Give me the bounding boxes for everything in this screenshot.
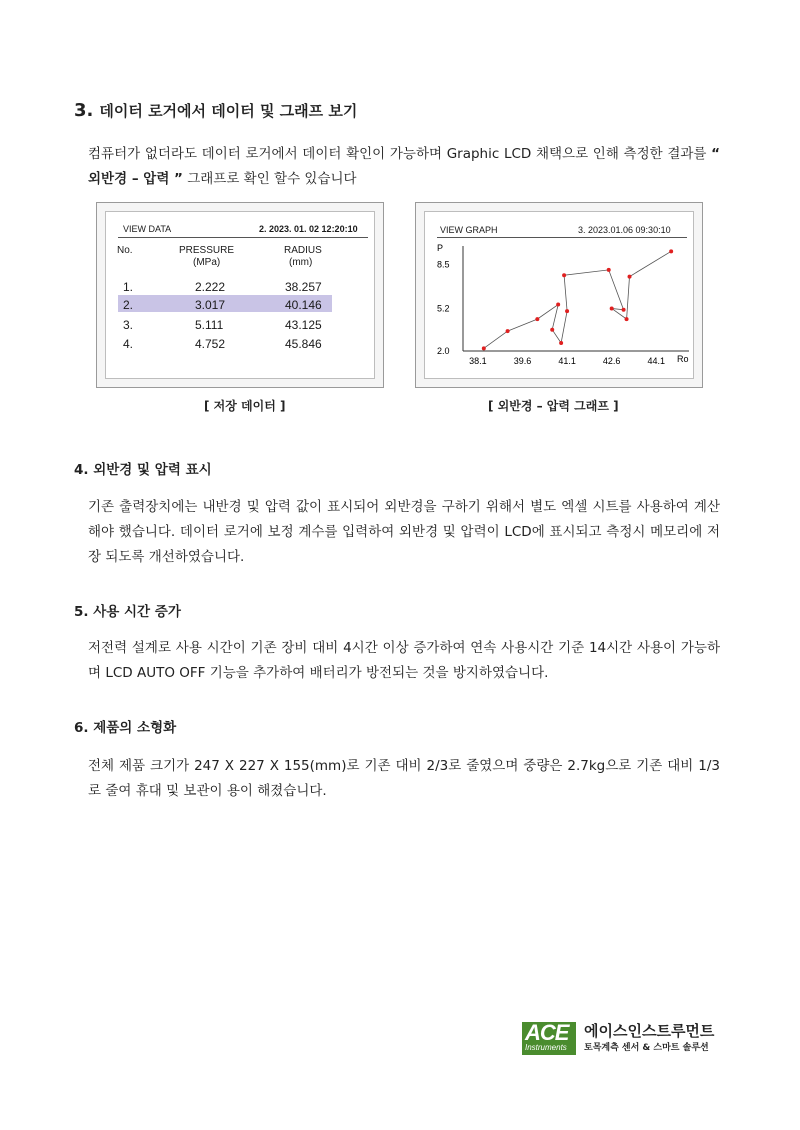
- data-point: [622, 308, 626, 312]
- section3-heading: [74, 100, 357, 121]
- col-pressure-unit: (MPa): [193, 257, 221, 268]
- col-no-header: No.: [117, 245, 133, 256]
- data-point: [559, 341, 563, 345]
- col-radius-unit: (mm): [289, 257, 313, 268]
- row-1-no: 1.: [123, 280, 134, 294]
- y-tick-label: 8.5: [437, 259, 450, 270]
- section3-text-bold: “ 외반경 – 압력 ”: [88, 146, 720, 187]
- data-point: [556, 302, 560, 306]
- row-2-radius: 40.146: [285, 298, 322, 312]
- row-3-pressure: 5.111: [195, 318, 224, 332]
- col-pressure-header: PRESSURE: [179, 245, 235, 256]
- row-4-radius: 45.846: [285, 337, 322, 351]
- view-data-timestamp: 2. 2023. 01. 02 12:20:10: [259, 224, 358, 234]
- row-3-no: 3.: [123, 318, 134, 332]
- view-data-divider: [118, 237, 368, 238]
- view-data-caption: [ 저장 데이터 ]: [204, 399, 286, 413]
- data-point: [550, 328, 554, 332]
- data-point: [482, 346, 486, 350]
- section3-text-before: 컴퓨터가 없더라도 데이터 로거에서 데이터 확인이 가능하며 Graphic LCD 채택으로 인해 측정한 결과를: [88, 146, 712, 162]
- row-4-no: 4.: [123, 337, 134, 351]
- section5-paragraph: 저전력 설계로 사용 시간이 기존 장비 대비 4시간 이상 증가하여 연속 사용시간 기준 14시간 사용이 가능하며 LCD AUTO OFF 기능을 추가하여 배터리가 방전되는 것을 방지하였습니다.: [88, 640, 720, 681]
- ace-logo: [522, 1022, 576, 1055]
- data-point: [610, 306, 614, 310]
- series-line: [484, 251, 671, 348]
- row-1-pressure: 2.222: [195, 280, 226, 294]
- x-tick-label: 44.1: [647, 356, 666, 366]
- view-graph-timestamp: 3. 2023.01.06 09:30:10: [578, 225, 671, 235]
- row-4-pressure: 4.752: [195, 337, 226, 351]
- y-axis-label: P: [437, 243, 444, 253]
- x-tick-label: 39.6: [513, 356, 532, 366]
- section3-paragraph: [88, 142, 720, 192]
- data-point: [669, 249, 673, 253]
- section3-title: 데이터 로거에서 데이터 및 그래프 보기: [99, 102, 358, 120]
- x-tick-label: 38.1: [469, 356, 487, 366]
- row-2-pressure: 3.017: [195, 298, 226, 312]
- data-point: [562, 273, 566, 277]
- row-3-radius: 43.125: [285, 318, 322, 332]
- x-tick-label: 42.6: [602, 356, 621, 366]
- data-point: [535, 317, 539, 321]
- pressure-radius-chart: [425, 238, 693, 378]
- view-data-title: VIEW DATA: [123, 224, 172, 234]
- x-axis-label: Ro: [677, 354, 689, 364]
- data-point: [628, 275, 632, 279]
- section6-paragraph: 전체 제품 크기가 247 X 227 X 155(mm)로 기존 대비 2/3로 줄였으며 중량은 2.7kg으로 기존 대비 1/3로 줄여 휴대 및 보관이 용이 해졌습니다.: [88, 758, 720, 799]
- section3-number: 3.: [74, 100, 94, 121]
- view-data-panel: [96, 202, 384, 388]
- section3-text-after: 그래프로 확인 할수 있습니다: [182, 171, 357, 187]
- view-graph-panel: [415, 202, 703, 388]
- row-1-radius: 38.257: [285, 280, 322, 294]
- company-tagline: 토목계측 센서 & 스마트 솔루션: [584, 1043, 709, 1053]
- y-tick-label: 5.2: [437, 303, 450, 314]
- data-point: [625, 317, 629, 321]
- section4-paragraph: 기존 출력장치에는 내반경 및 압력 값이 표시되어 외반경을 구하기 위해서 별도 엑셀 시트를 사용하여 계산해야 했습니다. 데이터 로거에 보정 계수를 입력하여 외반경 및 압력이 LCD에 표시되고 측정시 메모리에 저장 되도록 개선하였습니다.: [88, 499, 720, 565]
- data-point: [565, 309, 569, 313]
- y-tick-label: 2.0: [437, 346, 450, 356]
- section6-heading: 6. 제품의 소형화: [74, 720, 177, 736]
- section4-heading: 4. 외반경 및 압력 표시: [74, 462, 212, 478]
- view-data-screen: [105, 211, 375, 379]
- section5-heading: 5. 사용 시간 증가: [74, 604, 181, 620]
- x-tick-label: 41.1: [558, 356, 576, 366]
- data-point: [607, 268, 611, 272]
- view-graph-title: VIEW GRAPH: [440, 225, 498, 235]
- ace-logo-instruments: Instruments: [525, 1043, 567, 1052]
- col-radius-header: RADIUS: [284, 245, 322, 256]
- company-name: 에이스인스트루먼트: [584, 1022, 715, 1040]
- ace-logo-text: ACE: [525, 1020, 569, 1045]
- view-graph-caption: [ 외반경 – 압력 그래프 ]: [488, 399, 619, 413]
- data-point: [506, 329, 510, 333]
- row-2-no[interactable]: 2.: [123, 298, 134, 312]
- view-graph-screen: [424, 211, 694, 379]
